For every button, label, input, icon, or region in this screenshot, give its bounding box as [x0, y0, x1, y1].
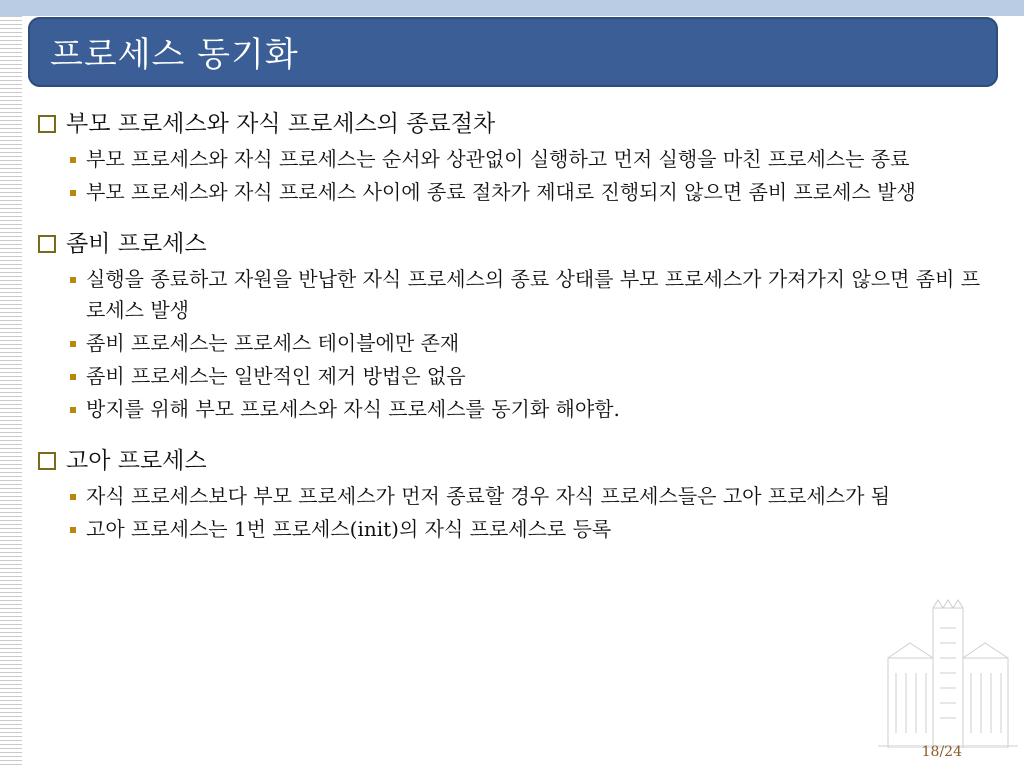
- box-bullet-icon: [38, 115, 56, 133]
- list-item: [36, 514, 991, 545]
- title-banner: [28, 17, 998, 87]
- top-decorative-strip: [0, 0, 1024, 16]
- list-item: [36, 394, 991, 425]
- list-item-text: 좀비 프로세스는 프로세스 테이블에만 존재: [86, 331, 460, 355]
- list-item-text: 고아 프로세스는 1번 프로세스(init)의 자식 프로세스로 등록: [86, 517, 612, 541]
- section-termination-procedure: [36, 104, 996, 208]
- left-decorative-stripes: [0, 16, 22, 768]
- square-bullet-icon: [70, 341, 76, 347]
- section-zombie-process: [36, 224, 996, 425]
- square-bullet-icon: [70, 407, 76, 413]
- list-item-text: 실행을 종료하고 자원을 반납한 자식 프로세스의 종료 상태를 부모 프로세스가 가져가지 않으면 좀비 프로세스 발생: [86, 267, 981, 322]
- box-bullet-icon: [38, 235, 56, 253]
- list-item-text: 방지를 위해 부모 프로세스와 자식 프로세스를 동기화 해야함.: [86, 397, 620, 421]
- square-bullet-icon: [70, 494, 76, 500]
- list-item-text: 자식 프로세스보다 부모 프로세스가 먼저 종료할 경우 자식 프로세스들은 고아 프로세스가 됨: [86, 484, 891, 508]
- building-illustration: [878, 598, 1018, 748]
- list-item: [36, 264, 991, 326]
- square-bullet-icon: [70, 527, 76, 533]
- list-item-text: 부모 프로세스와 자식 프로세스는 순서와 상관없이 실행하고 먼저 실행을 마친 프로세스는 종료: [86, 147, 910, 171]
- list-item: [36, 361, 991, 392]
- box-bullet-icon: [38, 452, 56, 470]
- list-item: [36, 481, 991, 512]
- square-bullet-icon: [70, 190, 76, 196]
- section-heading-text: 좀비 프로세스: [66, 231, 207, 257]
- square-bullet-icon: [70, 277, 76, 283]
- list-item: [36, 177, 991, 208]
- section-heading-text: 고아 프로세스: [66, 448, 207, 474]
- section-orphan-process: [36, 441, 996, 545]
- square-bullet-icon: [70, 157, 76, 163]
- slide-content: [36, 104, 996, 561]
- square-bullet-icon: [70, 374, 76, 380]
- slide-title: 프로세스 동기화: [50, 35, 299, 75]
- section-heading: [36, 441, 996, 481]
- section-heading: [36, 224, 996, 264]
- page-number: 18/24: [921, 744, 962, 760]
- section-heading-text: 부모 프로세스와 자식 프로세스의 종료절차: [66, 111, 496, 137]
- list-item-text: 부모 프로세스와 자식 프로세스 사이에 종료 절차가 제대로 진행되지 않으면 좀비 프로세스 발생: [86, 180, 916, 204]
- section-heading: [36, 104, 996, 144]
- list-item: [36, 328, 991, 359]
- list-item-text: 좀비 프로세스는 일반적인 제거 방법은 없음: [86, 364, 466, 388]
- list-item: [36, 144, 991, 175]
